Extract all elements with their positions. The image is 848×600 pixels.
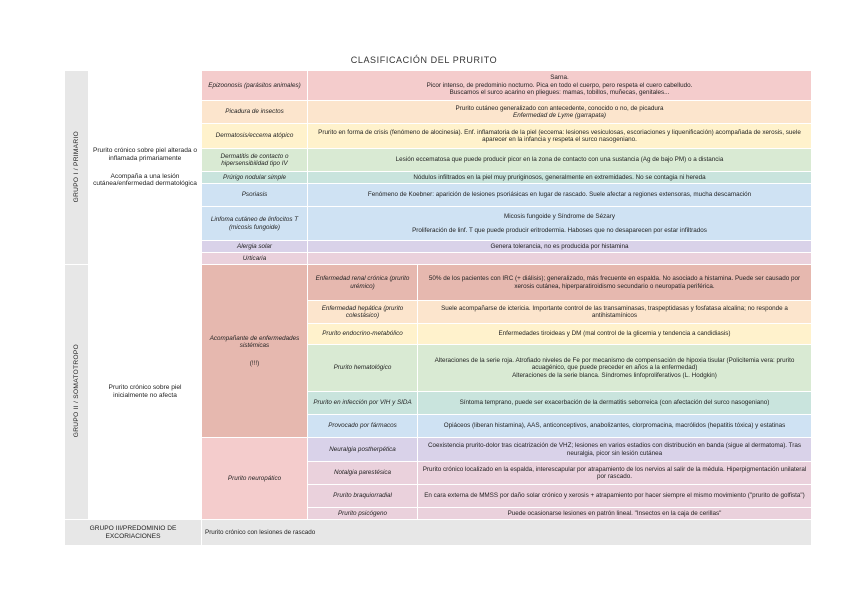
- row-desc: Enfermedades tiroideas y DM (mal control de la glicemia y tendencia a candidiasis): [418, 324, 812, 345]
- row-desc: Prurito en forma de crisis (fenómeno de alocinesia). Enf. inflamatoria de la piel (eccema: lesiones vesiculosas, escoriaciones y liquenificación) acompañada de xerosis, suele aparecer en la infancia y respeta el surco nasogeniano.: [308, 124, 812, 149]
- group-1-sub1: Prurito crónico sobre piel alterada o inflamada primariamente: [92, 146, 198, 162]
- row-desc: Coexistencia prurito-dolor tras cicatrización de VHZ; lesiones en varios estadios con distribución en banda (sigue al dermatoma). Tras neuralgia, picor sin lesión cutánea: [418, 438, 812, 462]
- row-type: Neuralgia postherpética: [308, 438, 418, 462]
- row-type: Alergia solar: [202, 241, 308, 253]
- row-desc: 50% de los pacientes con IRC (+ diálisis); generalizado, más frecuente en espalda. No asociado a histamina. Puede ser causado por xerosis cutánea, hiperparatiroidismo secundario o neuropatía periférica.: [418, 265, 812, 301]
- group-3-label: GRUPO III/PREDOMINIO DE EXCORIACIONES: [65, 520, 202, 546]
- row-type: Provocado por fármacos: [308, 415, 418, 438]
- row-desc: [308, 253, 812, 265]
- category-neuropathic: Prurito neuropático: [202, 438, 308, 520]
- row-type: Enfermedad renal crónica (prurito urémico): [308, 265, 418, 301]
- row-desc: Micosis fungoide y Síndrome de Sézary Proliferación de linf. T que puede producir eritrodermia. Haboses que no desaparecen por estar infiltrados: [308, 207, 812, 241]
- row-type: Picadura de insectos: [202, 101, 308, 124]
- row-desc: Opiáceos (liberan histamina), AAS, anticonceptivos, anabolizantes, clorpromacina, macrólidos (hepatitis tóxica) y estatinas: [418, 415, 812, 438]
- row-type: Prurito hematológico: [308, 345, 418, 392]
- row-type: Prurito endocrino-metabólico: [308, 324, 418, 345]
- row-desc: Sarna. Picor intenso, de predominio nocturno. Pica en todo el cuerpo, pero respeta el cuero cabelludo. Buscamos el surco acarino en pliegues: mamas, tobillos, muñecas, genitales...: [308, 71, 812, 101]
- row-desc: Nódulos infiltrados en la piel muy pruriginosos, generalmente en extremidades. No se contagia ni hereda: [308, 172, 812, 184]
- row-desc: Prurito crónico localizado en la espalda, interescapular por atrapamiento de los nervios al salir de la médula. Hiperpigmentación unilateral por rascado.: [418, 462, 812, 485]
- row-type: Epizoonosis (parásitos animales): [202, 71, 308, 101]
- table-row: [65, 520, 812, 546]
- table-row: [65, 265, 812, 301]
- group-1-label: GRUPO I / PRIMARIO: [65, 71, 89, 265]
- row-desc: En cara externa de MMSS por daño solar crónico y xerosis + atrapamiento por hacer siempre el mismo movimiento ("prurito de golfista"): [418, 485, 812, 508]
- row-desc: Alteraciones de la serie roja. Atrofiado niveles de Fe por mecanismo de compensación de hipoxia tisular (Policitemia vera: prurito acuagénico, que puede preceder en años a la enfermedad) Alteraciones de la serie blanca. Síndromes linfoproliferativos (L. Hodgkin): [418, 345, 812, 392]
- row-type: Dermatosis/eccema atópico: [202, 124, 308, 149]
- row-type: Linfoma cutáneo de linfocitos T (micosis fungoide): [202, 207, 308, 241]
- group-2-label: GRUPO II / SOMATOTROPO: [65, 265, 89, 520]
- group-1-subtitle: [89, 71, 202, 265]
- row-desc: Síntoma temprano, puede ser exacerbación de la dermatitis seborreica (con afectación del surco nasogeniano): [418, 392, 812, 415]
- row-type: Urticaria: [202, 253, 308, 265]
- page-title: CLASIFICACIÓN DEL PRURITO: [350, 55, 498, 65]
- row-type: Psoriasis: [202, 184, 308, 207]
- group-2-subtitle: Prurito crónico sobre piel inicialmente no afecta: [89, 265, 202, 520]
- group-1-sub2: Acompaña a una lesión cutánea/enfermedad dermatológica: [93, 172, 197, 188]
- classification-table: [64, 70, 812, 546]
- row-desc: Genera tolerancia, no es producida por histamina: [308, 241, 812, 253]
- row-desc: Puede ocasionarse lesiones en patrón lineal. "Insectos en la caja de cerillas": [418, 508, 812, 520]
- row-type: Enfermedad hepática (prurito colestásico): [308, 301, 418, 324]
- group-3-desc: Prurito crónico con lesiones de rascado: [202, 520, 812, 546]
- row-type: Prurito en infección por VIH y SIDA: [308, 392, 418, 415]
- row-type: Prurito braquiorradial: [308, 485, 418, 508]
- row-type: Prurito psicógeno: [308, 508, 418, 520]
- category-systemic: Acompañante de enfermedades sistémicas (!!!): [202, 265, 308, 438]
- table-row: [65, 71, 812, 101]
- row-desc: Suele acompañarse de ictericia. Importante control de las transaminasas, traspeptidasas y fosfatasa alcalina; no responde a antihistamínicos: [418, 301, 812, 324]
- row-desc: Lesión eccematosa que puede producir picor en la zona de contacto con una sustancia (Ag de bajo PM) o a distancia: [308, 149, 812, 172]
- row-type: Dermatitis de contacto o hipersensibilidad tipo IV: [202, 149, 308, 172]
- row-type: Notalgia parestésica: [308, 462, 418, 485]
- row-desc: Prurito cutáneo generalizado con antecedente, conocido o no, de picadura Enfermedad de Lyme (garrapata): [308, 101, 812, 124]
- row-desc: Fenómeno de Koebner: aparición de lesiones psoriásicas en lugar de rascado. Suele afectar a regiones extensoras, mucha descamación: [308, 184, 812, 207]
- row-type: Prúrigo nodular simple: [202, 172, 308, 184]
